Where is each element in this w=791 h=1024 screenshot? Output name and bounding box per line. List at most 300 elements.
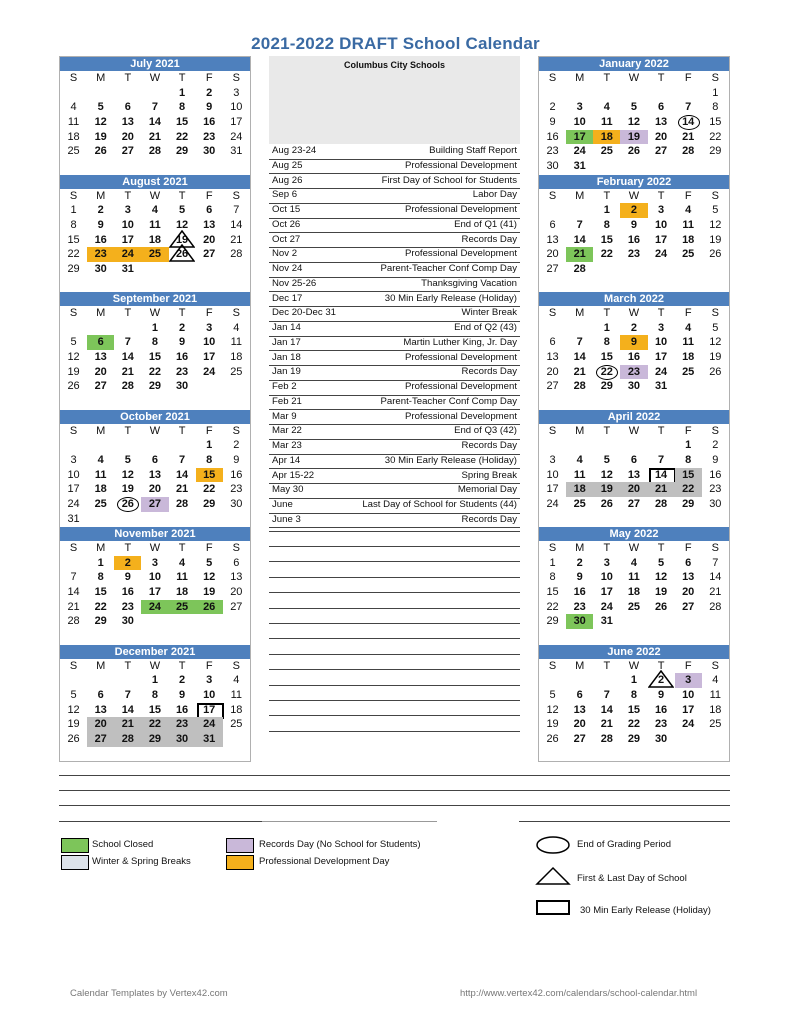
event-row [269, 159, 520, 175]
empty-day-cell [141, 438, 168, 453]
weekday-header: S [69, 659, 78, 672]
weekday-header: W [149, 307, 161, 319]
day-cell: 8 [603, 336, 610, 349]
weekday-header: T [657, 542, 665, 554]
event-label: End of Q2 (43) [454, 322, 517, 333]
weekday-header: F [684, 72, 692, 84]
day-cell: 12 [627, 116, 641, 129]
event-date: Aug 25 [272, 159, 303, 171]
day-cell: 28 [600, 732, 613, 745]
day-cell: 2 [114, 556, 141, 571]
blank-event-line [269, 623, 520, 624]
event-row [269, 380, 520, 396]
event-row [269, 424, 520, 440]
day-cell: 2 [179, 674, 186, 687]
day-cell: 11 [67, 116, 80, 129]
event-row [269, 483, 520, 499]
notes-line-3 [59, 805, 730, 806]
empty-day-cell [114, 438, 141, 453]
day-cell: 2 [97, 204, 104, 217]
day-cell: 11 [230, 336, 243, 349]
weekday-header: T [124, 72, 132, 84]
day-cell: 22 [675, 482, 702, 497]
day-cell: 22 [203, 483, 216, 496]
weekday-header: S [711, 424, 719, 437]
month-august-2021 [60, 175, 250, 277]
day-cell: 25 [230, 365, 243, 378]
day-cell: 27 [654, 145, 668, 158]
blank-event-line [269, 608, 520, 609]
event-row [269, 203, 520, 219]
day-cell: 7 [603, 688, 610, 701]
day-cell: 20 [654, 130, 668, 143]
day-cell: 28 [230, 248, 243, 261]
day-cell: 11 [573, 468, 586, 481]
day-cell: 6 [124, 101, 131, 114]
day-cell: 19 [620, 130, 647, 145]
day-cell: 31 [654, 380, 668, 393]
day-cell: 6 [87, 335, 114, 350]
day-cell: 15 [67, 233, 80, 246]
day-cell: 18 [94, 483, 107, 496]
event-date: Jan 14 [272, 322, 301, 333]
empty-day-cell [648, 86, 675, 101]
day-cell: 26 [709, 248, 722, 261]
weekday-header: M [96, 307, 106, 319]
month-header: May 2022 [539, 527, 729, 541]
day-cell: 5 [712, 321, 719, 334]
day-cell: 4 [712, 674, 719, 687]
weekday-header: F [684, 542, 692, 554]
month-february-2022 [539, 175, 729, 277]
day-cell: 4 [179, 556, 186, 569]
event-row [269, 321, 520, 337]
day-cell: 26 [654, 600, 668, 613]
empty-day-cell [60, 321, 87, 336]
legend-grading-label: End of Grading Period [577, 839, 672, 850]
legend-records-label: Records Day (No School for Students) [259, 839, 421, 850]
day-cell: 5 [206, 556, 213, 569]
day-cell: 30 [709, 497, 722, 510]
weekday-header: T [178, 189, 186, 202]
day-cell: 20 [148, 483, 162, 496]
day-cell: 20 [546, 365, 559, 378]
day-cell: 17 [546, 483, 559, 496]
weekday-header: S [711, 72, 719, 84]
event-date: Nov 25-26 [272, 277, 317, 289]
day-cell: 26 [169, 247, 196, 262]
day-cell: 23 [546, 145, 559, 158]
day-cell: 2 [233, 439, 240, 452]
month-march-2022 [539, 292, 729, 394]
day-cell: 28 [148, 145, 162, 158]
blank-event-line [269, 700, 520, 701]
empty-day-cell [620, 86, 647, 101]
day-cell: 9 [620, 335, 647, 350]
month-day-grid [539, 659, 729, 747]
month-header: July 2021 [60, 57, 250, 71]
first-last-day-triangle-icon [648, 670, 674, 688]
day-cell: 29 [709, 145, 722, 158]
empty-day-cell [593, 438, 620, 453]
day-cell: 29 [600, 380, 613, 393]
day-cell: 18 [67, 130, 80, 143]
event-label: Professional Development [405, 204, 517, 215]
day-cell: 5 [603, 453, 610, 466]
event-date: Jan 17 [272, 336, 301, 348]
day-cell: 10 [573, 116, 586, 129]
month-header: December 2021 [60, 645, 250, 659]
day-cell: 29 [203, 497, 216, 510]
event-row [269, 188, 520, 204]
day-cell: 25 [169, 600, 196, 615]
empty-day-cell [675, 86, 702, 101]
day-cell: 30 [175, 380, 189, 393]
day-cell: 19 [67, 718, 80, 731]
day-cell: 2 [206, 86, 213, 99]
day-cell: 4 [685, 204, 692, 217]
day-cell: 27 [121, 145, 134, 158]
day-cell: 21 [682, 130, 695, 143]
day-cell: 16 [627, 351, 641, 364]
day-cell: 9 [97, 218, 104, 231]
day-cell: 6 [658, 101, 665, 114]
first-last-day-triangle-icon [169, 244, 195, 262]
legend-divider-left [59, 821, 262, 822]
weekday-header: T [657, 659, 665, 672]
event-date: Feb 21 [272, 395, 302, 407]
day-cell: 1 [206, 439, 213, 452]
day-cell: 18 [709, 703, 722, 716]
day-cell: 14 [709, 571, 722, 584]
day-cell: 3 [124, 204, 131, 217]
day-cell: 23 [627, 248, 641, 261]
day-cell: 25 [67, 145, 80, 158]
day-cell: 5 [658, 556, 665, 569]
day-cell: 13 [94, 703, 107, 716]
day-cell: 20 [94, 365, 107, 378]
day-cell: 20 [203, 233, 216, 246]
event-date: Oct 27 [272, 233, 301, 245]
day-cell: 5 [179, 204, 186, 217]
empty-day-cell [87, 438, 114, 453]
day-cell: 21 [600, 718, 613, 731]
weekday-header: S [69, 542, 78, 554]
weekday-header: W [628, 189, 640, 202]
day-cell: 8 [549, 571, 556, 584]
weekday-header: T [657, 72, 665, 84]
event-label: Winter Break [461, 307, 517, 319]
day-cell: 7 [658, 453, 665, 466]
day-cell: 14 [67, 586, 80, 599]
empty-day-cell [60, 86, 87, 101]
month-header: February 2022 [539, 175, 729, 189]
day-cell: 23 [230, 483, 243, 496]
day-cell: 7 [233, 204, 240, 217]
page-title: 2021-2022 DRAFT School Calendar [251, 34, 540, 53]
weekday-header: W [628, 542, 640, 554]
month-header: April 2022 [539, 410, 729, 424]
event-label: Professional Development [405, 351, 517, 363]
month-day-grid [60, 306, 250, 394]
weekday-header: T [124, 307, 132, 319]
event-label: Building Staff Report [429, 145, 517, 156]
weekday-header: W [149, 72, 161, 84]
day-cell: 12 [709, 218, 722, 231]
weekday-header: F [205, 307, 213, 319]
day-cell: 20 [620, 482, 647, 497]
event-row [269, 469, 520, 485]
day-cell: 6 [576, 688, 583, 701]
day-cell: 17 [148, 586, 162, 599]
day-cell: 14 [175, 468, 189, 481]
day-cell: 22 [593, 365, 620, 380]
day-cell: 31 [121, 262, 134, 275]
month-header: September 2021 [60, 292, 250, 306]
weekday-header: F [205, 72, 213, 84]
day-cell: 24 [600, 600, 613, 613]
day-cell: 16 [175, 703, 189, 716]
empty-day-cell [566, 86, 593, 101]
legend-early-label: 30 Min Early Release (Holiday) [580, 905, 711, 916]
day-cell: 27 [94, 380, 107, 393]
weekday-header: T [178, 659, 186, 672]
weekday-header: M [575, 424, 585, 437]
weekday-header: W [628, 72, 640, 84]
day-cell: 13 [573, 703, 586, 716]
legend-divider-mid [262, 821, 437, 822]
day-cell: 16 [121, 586, 134, 599]
day-cell: 13 [654, 116, 668, 129]
day-cell: 30 [546, 160, 559, 173]
day-cell: 22 [141, 717, 168, 732]
day-cell: 26 [709, 365, 722, 378]
event-date: Aug 26 [272, 174, 303, 186]
weekday-header: M [575, 189, 585, 202]
day-cell: 21 [709, 586, 722, 599]
weekday-header: W [628, 307, 640, 319]
blank-event-line [269, 531, 520, 532]
weekday-header: S [232, 189, 240, 202]
empty-day-cell [169, 438, 196, 453]
weekday-header: T [603, 542, 611, 554]
day-cell: 19 [593, 482, 620, 497]
event-row [269, 247, 520, 263]
day-cell: 12 [67, 703, 80, 716]
blank-event-line [269, 731, 520, 732]
day-cell: 7 [712, 556, 719, 569]
day-cell: 2 [620, 203, 647, 218]
day-cell: 26 [67, 380, 80, 393]
day-cell: 11 [230, 688, 243, 701]
day-cell: 13 [94, 351, 107, 364]
day-cell: 30 [230, 497, 243, 510]
day-cell: 23 [175, 365, 189, 378]
day-cell: 11 [709, 688, 722, 701]
weekday-header: F [684, 424, 692, 437]
legend-closed-label: School Closed [92, 839, 154, 850]
weekday-header: S [548, 189, 557, 202]
day-cell: 26 [94, 145, 107, 158]
day-cell: 9 [124, 571, 131, 584]
day-cell: 1 [685, 439, 692, 452]
day-cell: 11 [176, 571, 188, 584]
event-row [269, 454, 520, 470]
day-cell: 12 [94, 116, 107, 129]
day-cell: 26 [546, 732, 559, 745]
weekday-header: W [628, 659, 640, 672]
day-cell: 27 [627, 497, 641, 510]
empty-day-cell [539, 438, 566, 453]
day-cell: 8 [206, 453, 213, 466]
event-date: May 30 [272, 484, 304, 496]
weekday-header: T [657, 424, 665, 437]
day-cell: 20 [682, 586, 695, 599]
day-cell: 18 [627, 586, 641, 599]
day-cell: 3 [151, 556, 158, 569]
day-cell: 23 [169, 717, 196, 732]
day-cell: 17 [654, 233, 668, 246]
event-date: Sep 6 [272, 189, 298, 201]
day-cell: 29 [141, 732, 168, 747]
day-cell: 8 [603, 218, 610, 231]
weekday-header: T [178, 307, 186, 319]
weekday-header: S [232, 424, 240, 437]
day-cell: 18 [566, 482, 593, 497]
month-day-grid [539, 189, 729, 277]
empty-day-cell [648, 438, 675, 453]
day-cell: 8 [70, 218, 77, 231]
day-cell: 4 [70, 101, 77, 114]
empty-day-cell [566, 673, 593, 688]
day-cell: 14 [148, 116, 162, 129]
day-cell: 4 [233, 674, 240, 687]
day-cell: 25 [230, 718, 243, 731]
day-cell: 19 [67, 365, 80, 378]
day-cell: 13 [203, 218, 216, 231]
blank-event-line [269, 592, 520, 593]
day-cell: 19 [709, 233, 722, 246]
weekday-header: T [124, 424, 132, 437]
day-cell: 6 [97, 688, 104, 701]
day-cell: 18 [682, 351, 695, 364]
day-cell: 1 [603, 321, 610, 334]
day-cell: 15 [709, 116, 722, 129]
weekday-header: S [711, 307, 719, 319]
day-cell: 19 [546, 718, 559, 731]
month-header: June 2022 [539, 645, 729, 659]
day-cell: 22 [94, 600, 107, 613]
event-date: Nov 24 [272, 263, 303, 274]
day-cell: 9 [658, 688, 665, 701]
month-day-grid [539, 424, 729, 512]
day-cell: 12 [709, 336, 722, 349]
event-date: Mar 22 [272, 425, 302, 437]
event-row [269, 292, 520, 308]
day-cell: 10 [546, 468, 559, 481]
weekday-header: T [603, 307, 611, 319]
day-cell: 5 [630, 101, 637, 114]
weekday-header: M [96, 189, 106, 202]
weekday-header: S [232, 542, 240, 554]
day-cell: 29 [148, 380, 162, 393]
event-label: Professional Development [405, 248, 517, 260]
day-cell: 11 [94, 468, 107, 481]
day-cell: 12 [546, 703, 559, 716]
day-cell: 7 [151, 101, 158, 114]
day-cell: 27 [230, 600, 243, 613]
empty-day-cell [60, 673, 87, 688]
day-cell: 24 [682, 718, 695, 731]
day-cell: 24 [196, 717, 223, 732]
empty-day-cell [87, 321, 114, 336]
day-cell: 5 [70, 336, 77, 349]
day-cell: 13 [546, 233, 559, 246]
day-cell: 31 [573, 160, 586, 173]
weekday-header: T [603, 72, 611, 84]
day-cell: 4 [151, 204, 158, 217]
day-cell: 27 [682, 600, 695, 613]
day-cell: 6 [549, 218, 556, 231]
day-cell: 17 [230, 116, 243, 129]
day-cell: 5 [124, 453, 131, 466]
day-cell: 20 [230, 586, 243, 599]
weekday-header: W [149, 424, 161, 437]
day-cell: 25 [682, 365, 695, 378]
empty-day-cell [566, 321, 593, 336]
day-cell: 9 [206, 101, 213, 114]
day-cell: 24 [654, 248, 668, 261]
blank-event-line [269, 715, 520, 716]
day-cell: 15 [546, 586, 559, 599]
event-row [269, 498, 520, 514]
day-cell: 8 [97, 571, 104, 584]
day-cell: 17 [600, 586, 613, 599]
weekday-header: F [684, 307, 692, 319]
month-day-grid [60, 424, 250, 527]
day-cell: 28 [654, 497, 668, 510]
weekday-header: W [149, 542, 161, 554]
day-cell: 24 [654, 365, 668, 378]
month-header: January 2022 [539, 57, 729, 71]
event-date: Dec 20-Dec 31 [272, 307, 336, 319]
day-cell: 4 [603, 101, 610, 114]
day-cell: 16 [175, 351, 189, 364]
day-cell: 15 [600, 351, 613, 364]
day-cell: 25 [600, 145, 613, 158]
day-cell: 31 [196, 732, 223, 747]
day-cell: 19 [121, 483, 134, 496]
day-cell: 19 [94, 130, 107, 143]
empty-day-cell [114, 321, 141, 336]
day-cell: 26 [114, 497, 141, 512]
day-cell: 1 [549, 556, 556, 569]
empty-day-cell [566, 438, 593, 453]
day-cell: 22 [67, 248, 80, 261]
legend-breaks-swatch [61, 855, 89, 870]
weekday-header: T [657, 307, 665, 319]
day-cell: 29 [94, 615, 107, 628]
event-date: Oct 15 [272, 204, 301, 215]
day-cell: 3 [603, 556, 610, 569]
legend-oval-icon [535, 835, 571, 855]
day-cell: 17 [682, 703, 695, 716]
day-cell: 22 [546, 600, 559, 613]
empty-day-cell [539, 203, 566, 218]
legend-closed-swatch [61, 838, 89, 853]
event-date: June 3 [272, 513, 301, 525]
weekday-header: M [575, 659, 585, 672]
